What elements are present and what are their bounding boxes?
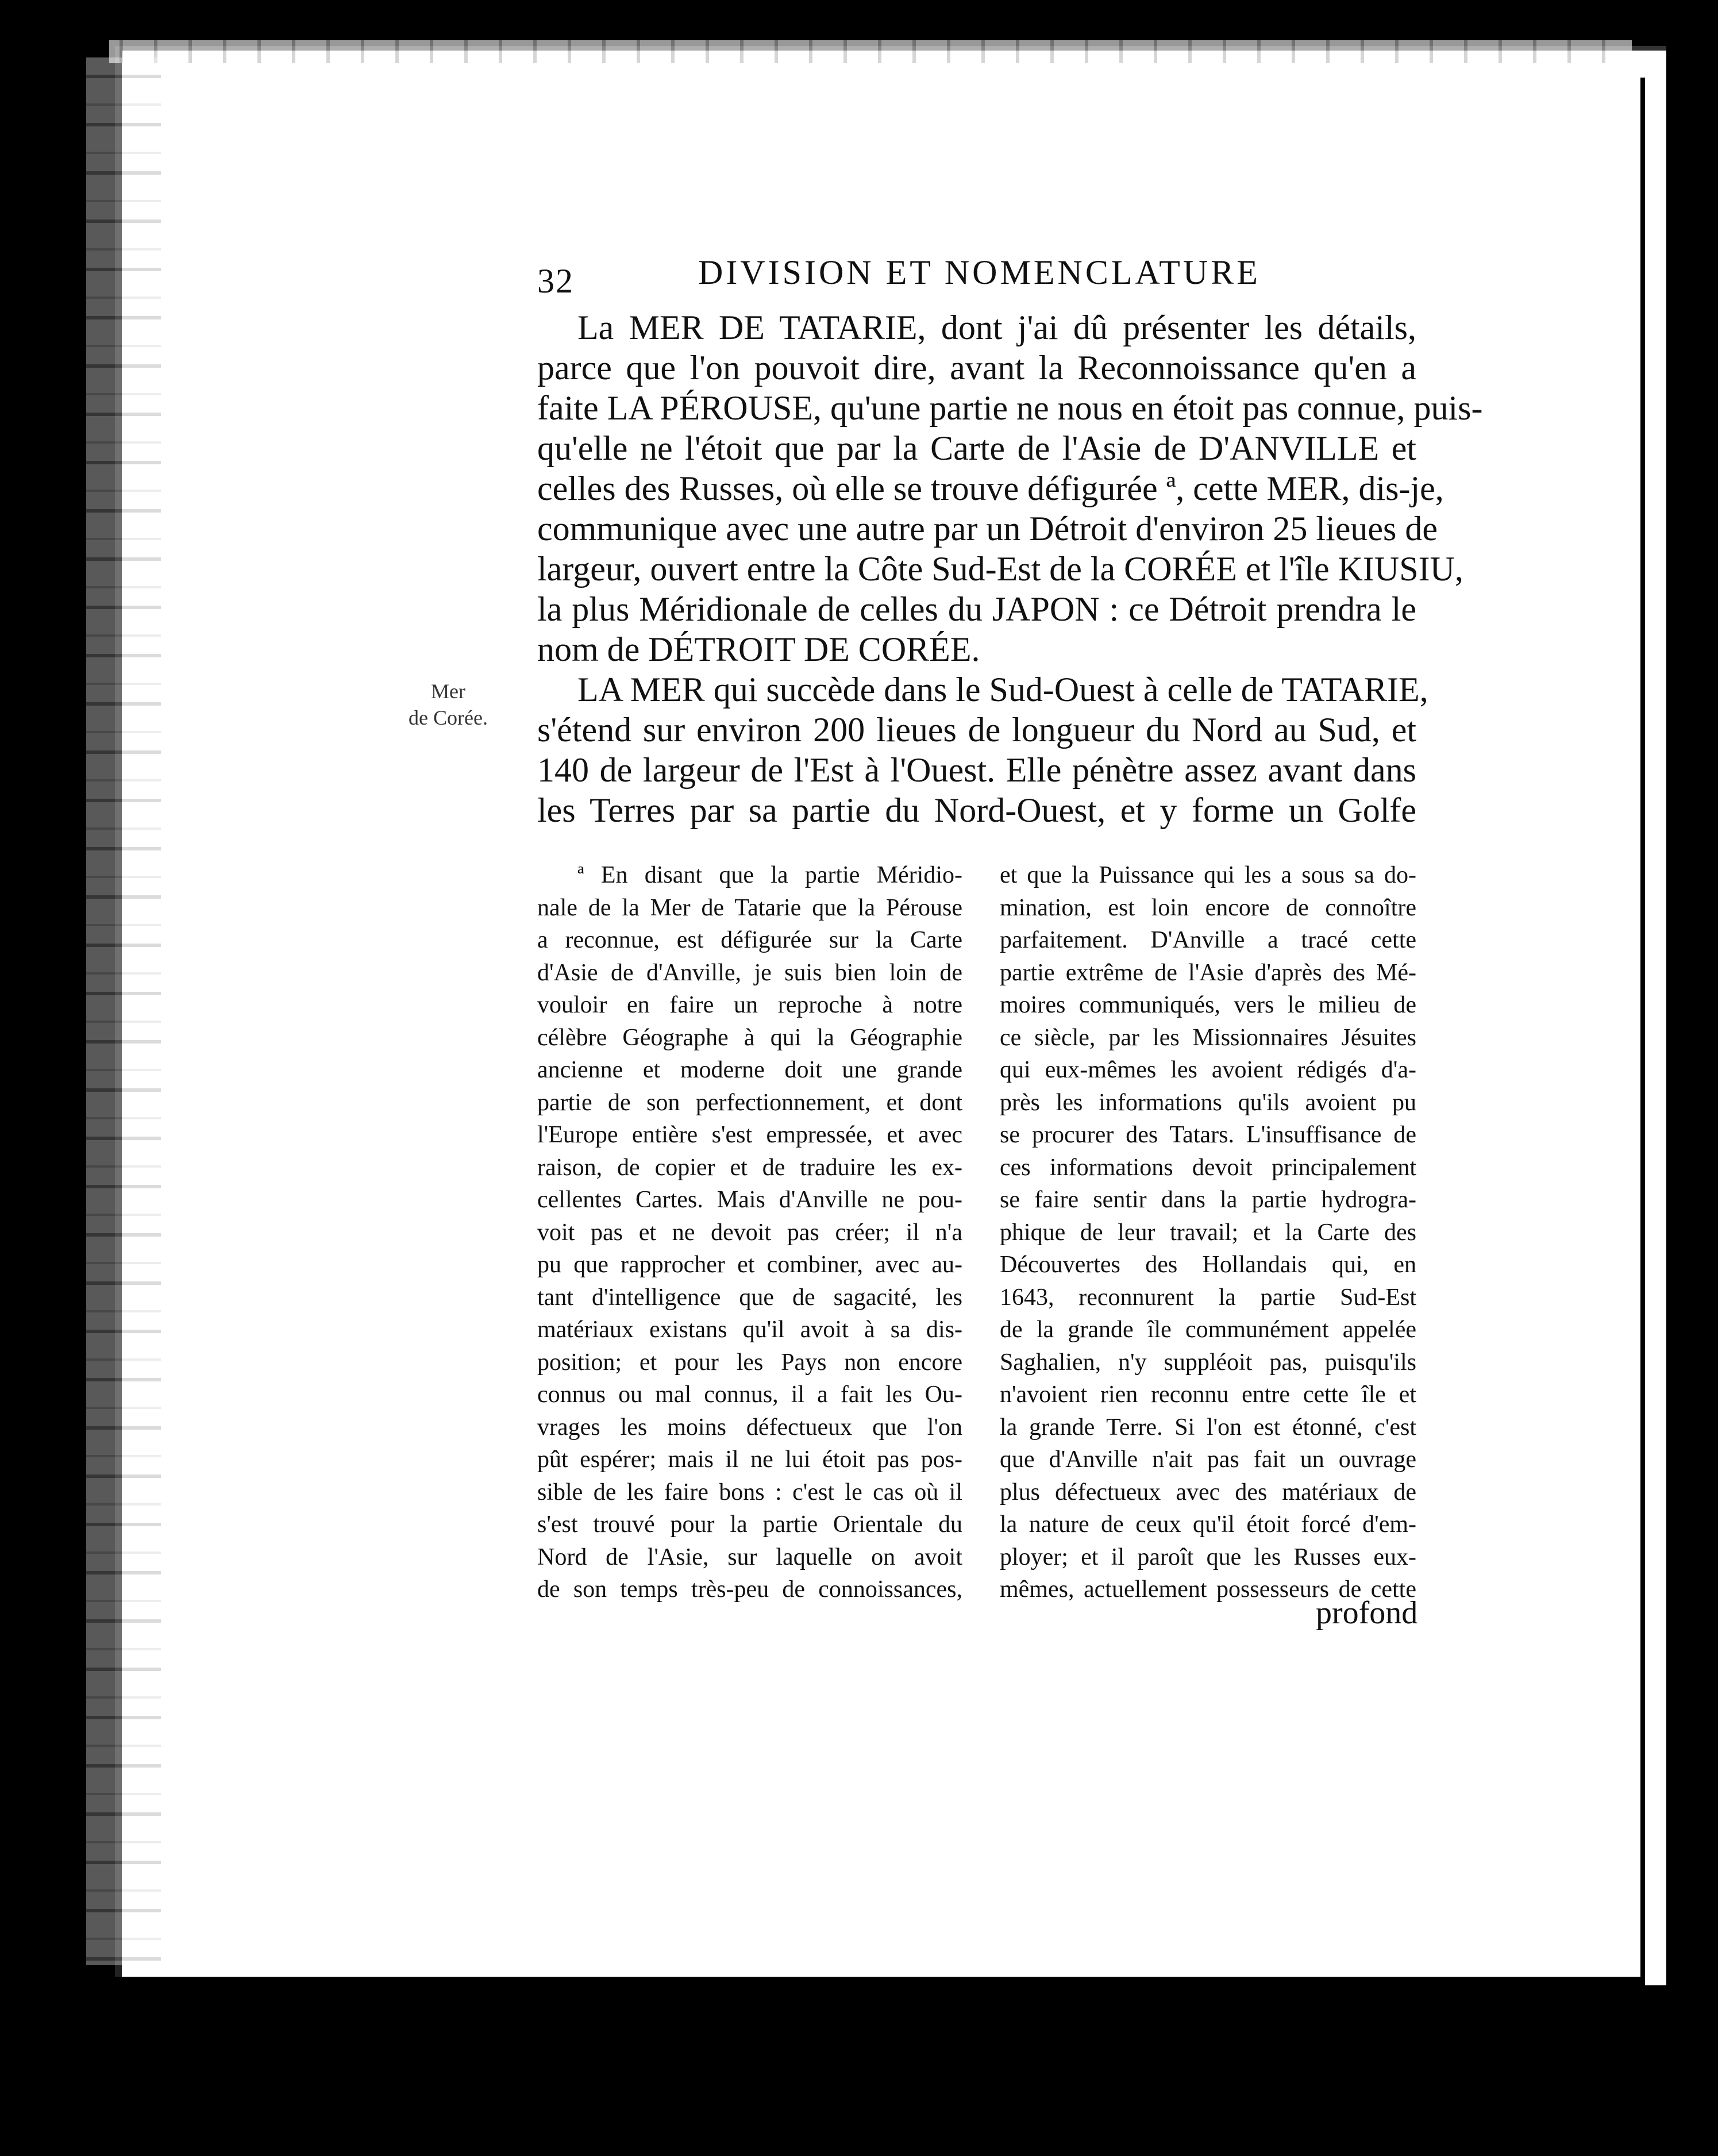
footnote-line: moires communiqués, vers le milieu de xyxy=(1000,992,1416,1018)
footnote-line: 1643, reconnurent la partie Sud-Est xyxy=(1000,1284,1416,1311)
text-line: LA MER qui succède dans le Sud-Ouest à celle de TATARIE, xyxy=(577,671,1428,709)
page-right-border xyxy=(1640,78,1645,1985)
footnote-line: nale de la Mer de Tatarie que la Pérouse xyxy=(537,894,962,921)
text-line: faite LA PÉROUSE, qu'une partie ne nous en étoit pas connue, puis- xyxy=(537,389,1483,427)
footnote-line: pu que rapprocher et combiner, avec au- xyxy=(537,1252,962,1278)
footnote-line: raison, de copier et de traduire les ex- xyxy=(537,1154,962,1181)
footnote-line: Saghalien, n'y suppléoit pas, puisqu'ils xyxy=(1000,1349,1416,1376)
footnote-line: l'Europe entière s'est empressée, et avec xyxy=(537,1122,962,1148)
text-line: communique avec une autre par un Détroit d'environ 25 lieues de xyxy=(537,510,1438,548)
text-line: La MER DE TATARIE, dont j'ai dû présenter les détails, xyxy=(577,309,1416,346)
footnote-line: position; et pour les Pays non encore xyxy=(537,1349,962,1376)
footnote-line: célèbre Géographe à qui la Géographie xyxy=(537,1024,962,1051)
footnote-line: ce siècle, par les Missionnaires Jésuites xyxy=(1000,1024,1416,1051)
running-head: DIVISION ET NOMENCLATURE xyxy=(698,253,1261,291)
footnote-line: tant d'intelligence que de sagacité, les xyxy=(537,1284,962,1311)
main-text xyxy=(537,307,1483,830)
footnote-line: d'Asie de d'Anville, je suis bien loin de xyxy=(537,959,962,986)
text-line: largeur, ouvert entre la Côte Sud-Est de la CORÉE et l'île KIUSIU, xyxy=(537,550,1463,588)
footnote-line: pût espérer; mais il ne lui étoit pas pos- xyxy=(537,1446,962,1473)
footnote-line: partie extrême de l'Asie d'après des Mé- xyxy=(1000,959,1416,986)
footnote-line: que d'Anville n'ait pas fait un ouvrage xyxy=(1000,1446,1416,1473)
footnote-line: cellentes Cartes. Mais d'Anville ne pou- xyxy=(537,1187,962,1213)
footnote-line: connus ou mal connus, il a fait les Ou- xyxy=(537,1381,962,1408)
page-top-edge xyxy=(109,40,1632,63)
margin-note-line: Mer xyxy=(431,680,465,703)
footnote-line: qui eux-mêmes les avoient rédigés d'a- xyxy=(1000,1057,1416,1083)
footnote-line: de son temps très-peu de connoissances, xyxy=(537,1576,962,1603)
footnote-column-left xyxy=(537,859,962,1606)
footnote-line: la nature de ceux qu'il étoit forcé d'em- xyxy=(1000,1511,1416,1538)
next-page-strip xyxy=(1645,78,1666,1985)
footnote-line: mination, est loin encore de connoître xyxy=(1000,894,1416,921)
footnote-line: se faire sentir dans la partie hydrogra- xyxy=(1000,1187,1416,1213)
footnote-line: ª En disant que la partie Méridio- xyxy=(577,862,962,888)
margin-note xyxy=(391,678,506,731)
footnote-line: mêmes, actuellement possesseurs de cette xyxy=(1000,1576,1416,1603)
footnote-line: n'avoient rien reconnu entre cette île et xyxy=(1000,1381,1416,1408)
footnote-line: ancienne et moderne doit une grande xyxy=(537,1057,962,1083)
footnote-line: Découvertes des Hollandais qui, en xyxy=(1000,1252,1416,1278)
footnote-line: plus défectueux avec des matériaux de xyxy=(1000,1479,1416,1506)
footnote-line: vrages les moins défectueux que l'on xyxy=(537,1414,962,1441)
text-line: les Terres par sa partie du Nord-Ouest, et y forme un Golfe xyxy=(537,791,1416,829)
footnote-line: ployer; et il paroît que les Russes eux- xyxy=(1000,1543,1416,1570)
footnote-line: phique de leur travail; et la Carte des xyxy=(1000,1219,1416,1246)
text-line: qu'elle ne l'étoit que par la Carte de l'Asie de D'ANVILLE et xyxy=(537,429,1416,467)
footnote-line: et que la Puissance qui les a sous sa do- xyxy=(1000,862,1416,888)
footnote-line: se procurer des Tatars. L'insuffisance de xyxy=(1000,1122,1416,1148)
text-line: 140 de largeur de l'Est à l'Ouest. Elle pénètre assez avant dans xyxy=(537,751,1416,789)
margin-note-line: de Corée. xyxy=(409,706,488,729)
text-line: s'étend sur environ 200 lieues de longueur du Nord au Sud, et xyxy=(537,711,1416,749)
footnote-line: vouloir en faire un reproche à notre xyxy=(537,992,962,1018)
footnote-line: partie de son perfectionnement, et dont xyxy=(537,1089,962,1116)
footnote-line: sible de les faire bons : c'est le cas où il xyxy=(537,1479,962,1506)
catchword: profond xyxy=(1316,1595,1418,1631)
footnote-line: la grande Terre. Si l'on est étonné, c'est xyxy=(1000,1414,1416,1441)
text-line: celles des Russes, où elle se trouve défigurée ª, cette MER, dis-je, xyxy=(537,469,1444,507)
footnote-line: près les informations qu'ils avoient pu xyxy=(1000,1089,1416,1116)
footnote-line: parfaitement. D'Anville a tracé cette xyxy=(1000,927,1416,953)
footnote-column-right xyxy=(1000,859,1416,1606)
text-line: nom de DÉTROIT DE CORÉE. xyxy=(537,630,980,668)
text-line: parce que l'on pouvoit dire, avant la Reconnoissance qu'en a xyxy=(537,349,1416,387)
footnote-line: de la grande île communément appelée xyxy=(1000,1316,1416,1343)
footnote-line: s'est trouvé pour la partie Orientale du xyxy=(537,1511,962,1538)
footnote-line: matériaux existans qu'il avoit à sa dis- xyxy=(537,1316,962,1343)
footnote-line: ces informations devoit principalement xyxy=(1000,1154,1416,1181)
footnote-line: a reconnue, est défigurée sur la Carte xyxy=(537,927,962,953)
footnote-line: Nord de l'Asie, sur laquelle on avoit xyxy=(537,1543,962,1570)
page-number: 32 xyxy=(537,262,574,300)
text-line: la plus Méridionale de celles du JAPON : ce Détroit prendra le xyxy=(537,590,1416,628)
page-left-edge xyxy=(86,57,161,1965)
footnote-line: voit pas et ne devoit pas créer; il n'a xyxy=(537,1219,962,1246)
